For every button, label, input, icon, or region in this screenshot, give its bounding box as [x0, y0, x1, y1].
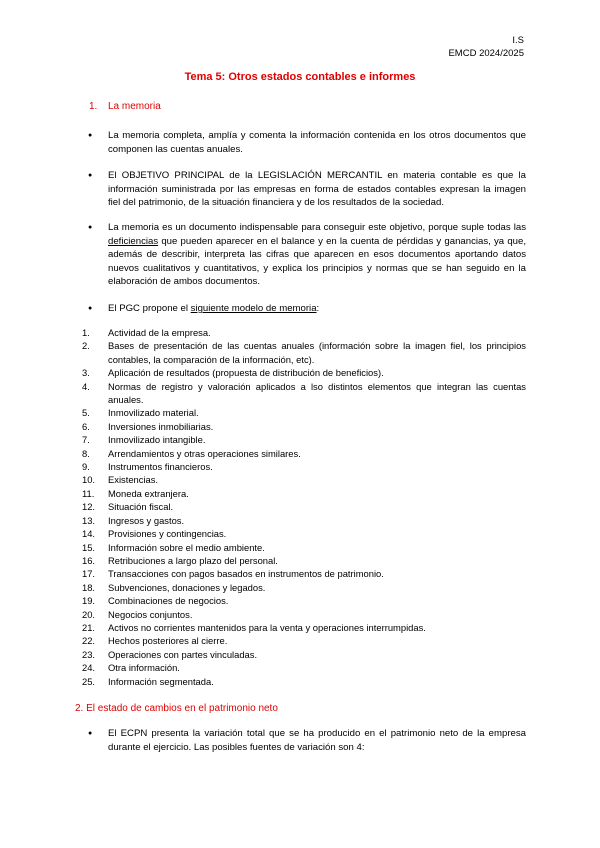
model-list-item	[82, 514, 526, 527]
section-1-label: La memoria	[108, 101, 161, 112]
bullet-3-text-end: que pueden aparecer en el balance y en la cuenta de pérdidas y ganancias, ya que, además de describir, interpreta las cifras que aparecen en esos documentos aportando datos nuevos cualitativos y cuantitativos, y explica los principios y normas que se han seguido en la elaboración de ambos documentos.	[108, 235, 526, 287]
model-item-number: 7.	[82, 434, 90, 446]
model-item-text: Aplicación de resultados (propuesta de distribución de beneficios).	[108, 367, 384, 379]
model-list-item	[82, 634, 526, 647]
model-item-text: Instrumentos financieros.	[108, 461, 213, 473]
model-item-text: Situación fiscal.	[108, 501, 174, 513]
model-item-text: Inmovilizado intangible.	[108, 434, 206, 446]
model-item-number: 21.	[82, 621, 96, 633]
model-item-number: 8.	[82, 447, 90, 459]
model-item-text: Otra información.	[108, 662, 180, 674]
model-list-item	[82, 473, 526, 486]
bullet-ecpn: ● El ECPN presenta la variación total que se ha producido en el patrimonio neto de la empresa durante el ejercicio. Las posibles fuentes de variación son 4:	[108, 727, 526, 754]
model-item-text: Información sobre el medio ambiente.	[108, 541, 265, 553]
section-2-heading: 2. El estado de cambios en el patrimonio neto	[75, 703, 278, 714]
model-list-item	[82, 433, 526, 446]
model-item-text: Información segmentada.	[108, 675, 214, 687]
model-item-number: 16.	[82, 554, 96, 566]
model-item-text: Moneda extranjera.	[108, 487, 189, 499]
model-item-number: 2.	[82, 340, 90, 352]
model-item-text: Activos no corrientes mantenidos para la venta y operaciones interrumpidas.	[108, 621, 426, 633]
model-list-item	[82, 420, 526, 433]
model-item-number: 6.	[82, 420, 90, 432]
model-item-text: Transacciones con pagos basados en instrumentos de patrimonio.	[108, 568, 384, 580]
model-list-item	[82, 554, 526, 567]
underlined-modelo-memoria: siguiente modelo de memoria	[190, 303, 317, 314]
model-item-number: 13.	[82, 514, 96, 526]
bullet-memoria-indispensable	[108, 221, 526, 289]
model-list-item	[82, 661, 526, 674]
model-item-text: Normas de registro y valoración aplicados a lso distintos elementos que integran las cuentas anuales.	[108, 380, 526, 406]
model-item-text: Subvenciones, donaciones y legados.	[108, 581, 266, 593]
model-item-number: 19.	[82, 595, 96, 607]
header-course: EMCD 2024/2025	[448, 48, 524, 59]
model-item-number: 5.	[82, 407, 90, 419]
model-list-item	[82, 675, 526, 688]
model-list-item	[82, 366, 526, 379]
model-item-number: 14.	[82, 528, 96, 540]
bullet-4-text-end: :	[316, 303, 320, 314]
model-item-text: Hechos posteriores al cierre.	[108, 635, 228, 647]
model-item-number: 20.	[82, 608, 96, 620]
model-item-number: 12.	[82, 501, 96, 513]
model-list-item	[82, 567, 526, 580]
model-item-number: 18.	[82, 581, 96, 593]
model-item-number: 11.	[82, 487, 95, 499]
model-item-text: Ingresos y gastos.	[108, 514, 185, 526]
bullet-objetivo-principal: ● El OBJETIVO PRINCIPAL de la LEGISLACIÓN MERCANTIL en materia contable es que la información suministrada por las empresas en forma de estados contables expresan la imagen fiel del patrimonio, de la situación financiera y de los resultados de la sociedad.	[108, 169, 526, 210]
model-item-text: Retribuciones a largo plazo del personal.	[108, 554, 278, 566]
model-item-text: Inmovilizado material.	[108, 407, 199, 419]
model-list-item	[82, 541, 526, 554]
bullet-memoria-completa: ● La memoria completa, amplía y comenta la información contenida en los otros documentos que componen las cuentas anuales.	[108, 129, 526, 156]
model-item-text: Combinaciones de negocios.	[108, 595, 229, 607]
model-item-text: Negocios conjuntos.	[108, 608, 193, 620]
model-item-number: 24.	[82, 662, 96, 674]
model-item-number: 3.	[82, 367, 90, 379]
model-item-text: Provisiones y contingencias.	[108, 528, 227, 540]
memoria-model-list	[82, 326, 526, 688]
model-list-item	[82, 527, 526, 540]
bullet-4-text-start: El PGC propone el	[108, 303, 191, 314]
model-item-text: Operaciones con partes vinculadas.	[108, 648, 258, 660]
model-item-number: 1.	[82, 327, 90, 338]
model-item-number: 15.	[82, 541, 96, 553]
page-title: Tema 5: Otros estados contables e informes	[184, 71, 416, 83]
model-list-item	[82, 594, 526, 607]
model-item-number: 25.	[82, 675, 96, 687]
model-item-text: Arrendamientos y otras operaciones similares.	[108, 447, 301, 459]
model-item-number: 9.	[82, 461, 90, 473]
document-header	[448, 34, 524, 60]
model-item-number: 23.	[82, 648, 96, 660]
model-list-item	[82, 621, 526, 634]
header-initials: I.S	[512, 35, 524, 46]
model-item-text: Existencias.	[108, 474, 159, 486]
model-list-item	[82, 487, 526, 500]
model-list-item	[82, 648, 526, 661]
model-list-item	[82, 581, 526, 594]
model-list-item	[82, 608, 526, 621]
model-list-item	[82, 460, 526, 473]
model-list-item	[82, 406, 526, 419]
underlined-deficiencias: deficiencias	[108, 235, 159, 247]
model-list-item	[82, 326, 526, 339]
model-list-item	[82, 339, 526, 366]
model-item-number: 17.	[82, 568, 96, 580]
model-list-item	[82, 500, 526, 513]
model-item-text: Actividad de la empresa.	[108, 327, 211, 338]
model-item-text: Bases de presentación de las cuentas anuales (información sobre la imagen fiel, los principios contables, la comparación de la información, etc).	[108, 340, 526, 365]
bullet-3-text-start: La memoria es un documento indispensable para conseguir este objetivo, porque suple todas las	[108, 222, 526, 233]
bullet-pgc-modelo	[108, 302, 526, 316]
model-list-item	[82, 380, 526, 407]
model-item-number: 22.	[82, 635, 96, 647]
model-item-number: 10.	[82, 474, 96, 486]
model-item-number: 4.	[82, 380, 90, 392]
model-list-item	[82, 447, 526, 460]
section-1-number: 1.	[89, 101, 98, 112]
model-item-text: Inversiones inmobiliarias.	[108, 420, 214, 432]
